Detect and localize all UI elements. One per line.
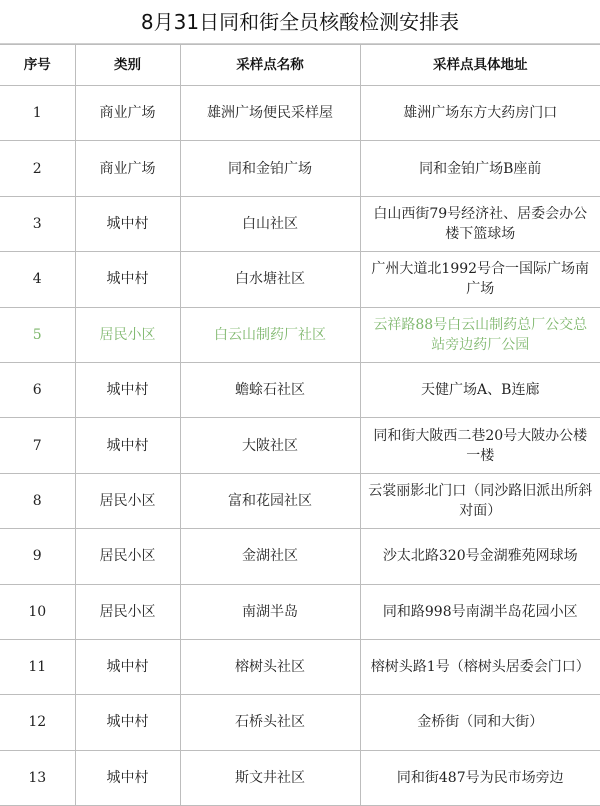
table-row bbox=[0, 307, 600, 362]
cell-site-address: 同和金铂广场B座前 bbox=[360, 141, 600, 196]
cell-type: 城中村 bbox=[75, 196, 180, 251]
cell-no: 3 bbox=[0, 196, 75, 251]
header-site-name: 采样点名称 bbox=[180, 45, 360, 86]
cell-no: 6 bbox=[0, 362, 75, 417]
table-row bbox=[0, 196, 600, 251]
page-title: 8月31日同和街全员核酸检测安排表 bbox=[0, 0, 600, 44]
cell-type: 城中村 bbox=[75, 362, 180, 417]
cell-type: 城中村 bbox=[75, 252, 180, 307]
cell-site-address: 云祥路88号白云山制药总厂公交总站旁边药厂公园 bbox=[360, 307, 600, 362]
cell-site-name: 白山社区 bbox=[180, 196, 360, 251]
cell-no: 9 bbox=[0, 529, 75, 584]
cell-type: 居民小区 bbox=[75, 473, 180, 528]
cell-site-address: 沙太北路320号金湖雅苑网球场 bbox=[360, 529, 600, 584]
table-row bbox=[0, 529, 600, 584]
cell-type: 商业广场 bbox=[75, 86, 180, 141]
cell-type: 居民小区 bbox=[75, 529, 180, 584]
cell-site-name: 同和金铂广场 bbox=[180, 141, 360, 196]
cell-site-name: 白水塘社区 bbox=[180, 252, 360, 307]
table-row bbox=[0, 141, 600, 196]
cell-site-address: 天健广场A、B连廊 bbox=[360, 362, 600, 417]
header-type: 类别 bbox=[75, 45, 180, 86]
table-row bbox=[0, 362, 600, 417]
table-row bbox=[0, 584, 600, 639]
header-site-address: 采样点具体地址 bbox=[360, 45, 600, 86]
table-body bbox=[0, 86, 600, 806]
table-row bbox=[0, 252, 600, 307]
table-row bbox=[0, 639, 600, 694]
table-row bbox=[0, 695, 600, 750]
cell-type: 居民小区 bbox=[75, 307, 180, 362]
cell-no: 2 bbox=[0, 141, 75, 196]
cell-site-name: 榕树头社区 bbox=[180, 639, 360, 694]
cell-site-name: 富和花园社区 bbox=[180, 473, 360, 528]
table-row bbox=[0, 418, 600, 473]
testing-schedule-table bbox=[0, 44, 600, 806]
cell-site-address: 同和路998号南湖半岛花园小区 bbox=[360, 584, 600, 639]
cell-type: 城中村 bbox=[75, 418, 180, 473]
table-row bbox=[0, 473, 600, 528]
cell-site-address: 同和街487号为民市场旁边 bbox=[360, 750, 600, 805]
cell-site-address: 云裳丽影北门口（同沙路旧派出所斜对面） bbox=[360, 473, 600, 528]
cell-no: 13 bbox=[0, 750, 75, 805]
cell-site-address: 白山西街79号经济社、居委会办公楼下篮球场 bbox=[360, 196, 600, 251]
cell-type: 居民小区 bbox=[75, 584, 180, 639]
table-header-row bbox=[0, 45, 600, 86]
cell-site-name: 斯文井社区 bbox=[180, 750, 360, 805]
cell-no: 7 bbox=[0, 418, 75, 473]
table-row bbox=[0, 750, 600, 805]
cell-site-name: 蟾蜍石社区 bbox=[180, 362, 360, 417]
cell-site-name: 南湖半岛 bbox=[180, 584, 360, 639]
cell-type: 城中村 bbox=[75, 639, 180, 694]
cell-type: 城中村 bbox=[75, 750, 180, 805]
cell-site-name: 大陂社区 bbox=[180, 418, 360, 473]
cell-site-name: 雄洲广场便民采样屋 bbox=[180, 86, 360, 141]
cell-no: 12 bbox=[0, 695, 75, 750]
cell-no: 1 bbox=[0, 86, 75, 141]
cell-no: 4 bbox=[0, 252, 75, 307]
cell-site-address: 金桥街（同和大街） bbox=[360, 695, 600, 750]
cell-site-name: 石桥头社区 bbox=[180, 695, 360, 750]
cell-no: 11 bbox=[0, 639, 75, 694]
cell-no: 8 bbox=[0, 473, 75, 528]
cell-site-address: 同和街大陂西二巷20号大陂办公楼一楼 bbox=[360, 418, 600, 473]
cell-site-address: 广州大道北1992号合一国际广场南广场 bbox=[360, 252, 600, 307]
cell-no: 10 bbox=[0, 584, 75, 639]
header-no: 序号 bbox=[0, 45, 75, 86]
cell-site-name: 金湖社区 bbox=[180, 529, 360, 584]
cell-site-address: 榕树头路1号（榕树头居委会门口） bbox=[360, 639, 600, 694]
cell-no: 5 bbox=[0, 307, 75, 362]
cell-site-address: 雄洲广场东方大药房门口 bbox=[360, 86, 600, 141]
cell-site-name: 白云山制药厂社区 bbox=[180, 307, 360, 362]
cell-type: 商业广场 bbox=[75, 141, 180, 196]
table-row bbox=[0, 86, 600, 141]
cell-type: 城中村 bbox=[75, 695, 180, 750]
